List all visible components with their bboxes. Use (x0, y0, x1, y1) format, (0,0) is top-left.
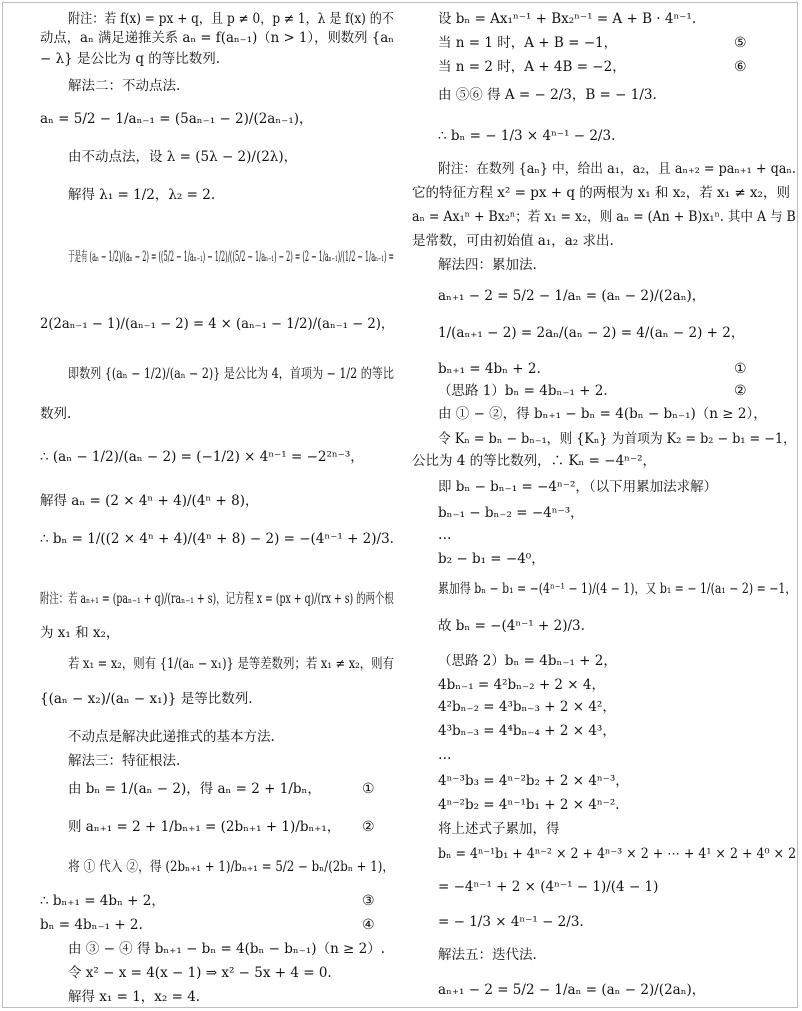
text-line: 附注：在数列 {aₙ} 中，给出 a₁，a₂，且 aₙ₊₂ = paₙ₊₁ + qaₙ. (438, 161, 796, 177)
text-line: 由 ① − ②，得 bₙ₊₁ − bₙ = 4(bₙ − bₙ₋₁)（n ≥ 2）， (438, 406, 767, 422)
equation-number: ④ (362, 917, 375, 933)
text-line: … (438, 527, 452, 543)
text-line: bₙ = 4ⁿ⁻¹b₁ + 4ⁿ⁻² × 2 + 4ⁿ⁻³ × 2 + ⋯ + 4¹ × 2 + 4⁰ × 2 (438, 846, 797, 862)
text-line: 4ⁿ⁻³b₃ = 4ⁿ⁻²b₂ + 2 × 4ⁿ⁻³， (438, 773, 629, 789)
text-line: 设 bₙ = Ax₁ⁿ⁻¹ + Bx₂ⁿ⁻¹ = A + B · 4ⁿ⁻¹. (438, 11, 697, 27)
text-line: 即数列 {(aₙ − 1/2)/(aₙ − 2)} 是公比为 4，首项为 − 1/2 的等比 (68, 366, 394, 382)
text-line: 4bₙ₋₁ = 4²bₙ₋₂ + 2 × 4， (438, 677, 605, 693)
text-line: 故 bₙ = −(4ⁿ⁻¹ + 2)/3. (438, 618, 585, 634)
text-line: 由 bₙ = 1/(aₙ − 2)，得 aₙ = 2 + 1/bₙ， (68, 781, 321, 797)
text-line: 解得 x₁ = 1，x₂ = 4. (68, 989, 201, 1005)
text-line: b₂ − b₁ = −4⁰， (438, 551, 545, 567)
text-line: = −4ⁿ⁻¹ + 2 × (4ⁿ⁻¹ − 1)/(4 − 1) (438, 879, 659, 895)
text-line: 附注：若 f(x) = px + q，且 p ≠ 0，p ≠ 1，λ 是 f(x) 的不 (68, 11, 394, 27)
text-line: aₙ = Ax₁ⁿ + Bx₂ⁿ；若 x₁ = x₂，则 aₙ = (An + B)x₁ⁿ. 其中 A 与 B (412, 209, 796, 225)
text-line: 于是有 (aₙ − 1/2)/(aₙ − 2) = ((5/2 − 1/aₙ₋₁) − 1/2)/((5/2 − 1/aₙ₋₁) − 2) = (2 − 1/aₙ₋₁)/(1/2 − 1/aₙ₋₁) = (68, 249, 394, 265)
text-line: aₙ = 5/2 − 1/aₙ₋₁ = (5aₙ₋₁ − 2)/(2aₙ₋₁)， (40, 111, 313, 127)
text-line: 将 ① 代入 ②，得 (2bₙ₊₁ + 1)/bₙ₊₁ = 5/2 − bₙ/(2bₙ + 1)， (68, 859, 395, 875)
text-line: 不动点是解决此递推式的基本方法. (68, 729, 275, 745)
text-line: （思路 2）bₙ = 4bₙ₋₁ + 2， (438, 653, 617, 669)
equation-number: ② (362, 819, 375, 835)
text-line: 解法四：累加法. (438, 257, 537, 273)
text-line: 是常数，可由初始值 a₁，a₂ 求出. (412, 233, 614, 249)
text-line: 1/(aₙ₊₁ − 2) = 2aₙ/(aₙ − 2) = 4/(aₙ − 2) + 2， (438, 325, 745, 341)
text-line: 令 x² − x = 4(x − 1) ⇒ x² − 5x + 4 = 0. (68, 965, 332, 981)
text-line: 2(2aₙ₋₁ − 1)/(aₙ₋₁ − 2) = 4 × (aₙ₋₁ − 1/2)/(aₙ₋₁ − 2)， (40, 316, 395, 332)
text-line: 解得 λ₁ = 1/2，λ₂ = 2. (68, 187, 216, 203)
text-line: − λ} 是公比为 q 的等比数列. (40, 51, 221, 67)
text-line: 若 x₁ = x₂，则有 {1/(aₙ − x₁)} 是等差数列；若 x₁ ≠ x₂，则有 (68, 656, 394, 672)
text-line: 公比为 4 的等比数列，∴ Kₙ = −4ⁿ⁻²， (412, 453, 657, 469)
text-line: 解法三：特征根法. (68, 753, 181, 769)
text-line: 4²bₙ₋₂ = 4³bₙ₋₃ + 2 × 4²， (438, 699, 616, 715)
text-line: 当 n = 2 时，A + 4B = −2， (438, 59, 626, 75)
text-line: aₙ₊₁ − 2 = 5/2 − 1/aₙ = (aₙ − 2)/(2aₙ)， (438, 288, 706, 304)
text-line: ∴ bₙ = 1/((2 × 4ⁿ + 4)/(4ⁿ + 8) − 2) = −(4ⁿ⁻¹ + 2)/3. (40, 531, 394, 547)
equation-number: ⑥ (734, 59, 747, 75)
text-line: = − 1/3 × 4ⁿ⁻¹ − 2/3. (438, 914, 584, 930)
text-line: ∴ bₙ = − 1/3 × 4ⁿ⁻¹ − 2/3. (438, 128, 616, 144)
text-line: 它的特征方程 x² = px + q 的两根为 x₁ 和 x₂，若 x₁ ≠ x₂，则 (412, 185, 790, 201)
text-line: 累加得 bₙ − b₁ = −(4ⁿ⁻¹ − 1)/(4 − 1)，又 b₁ = − 1/(a₁ − 2) = −1， (438, 581, 797, 597)
text-line: 由 ③ − ④ 得 bₙ₊₁ − bₙ = 4(bₙ − bₙ₋₁)（n ≥ 2）. (68, 941, 386, 957)
text-line: 令 Kₙ = bₙ − bₙ₋₁，则 {Kₙ} 为首项为 K₂ = b₂ − b₁ = −1， (438, 431, 796, 447)
equation-number: ③ (362, 893, 375, 909)
text-line: ∴ (aₙ − 1/2)/(aₙ − 2) = (−1/2) × 4ⁿ⁻¹ = −2²ⁿ⁻³， (40, 449, 364, 465)
equation-number: ⑤ (734, 35, 747, 51)
text-line: 解法五：迭代法. (438, 947, 537, 963)
text-line: 动点，aₙ 满足递推关系 aₙ = f(aₙ₋₁)（n > 1），则数列 {aₙ (40, 30, 394, 46)
equation-number: ① (734, 361, 747, 377)
text-line: 将上述式子累加，得 (438, 821, 560, 837)
text-line: 即 bₙ − bₙ₋₁ = −4ⁿ⁻²，（以下用累加法求解） (438, 479, 718, 495)
text-line: aₙ₊₁ − 2 = 5/2 − 1/aₙ = (aₙ − 2)/(2aₙ)， (438, 982, 706, 998)
text-line: bₙ₊₁ = 4bₙ + 2. (438, 361, 541, 377)
equation-number: ② (734, 383, 747, 399)
equation-number: ① (362, 781, 375, 797)
text-line: 当 n = 1 时，A + B = −1， (438, 35, 618, 51)
text-line: 附注：若 aₙ₊₁ = (paₙ₋₁ + q)/(raₙ₋₁ + s)，记方程 x = (px + q)/(rx + s) 的两个根 (40, 591, 394, 607)
text-line: 4³bₙ₋₃ = 4⁴bₙ₋₄ + 2 × 4³， (438, 723, 616, 739)
text-line: 4ⁿ⁻²b₂ = 4ⁿ⁻¹b₁ + 2 × 4ⁿ⁻². (438, 797, 620, 813)
text-line: 解得 aₙ = (2 × 4ⁿ + 4)/(4ⁿ + 8)， (40, 493, 259, 509)
text-line: 则 aₙ₊₁ = 2 + 1/bₙ₊₁ = (2bₙ₊₁ + 1)/bₙ₊₁， (68, 819, 341, 835)
text-line: ∴ bₙ₊₁ = 4bₙ + 2， (40, 893, 165, 909)
text-line: 为 x₁ 和 x₂， (40, 625, 120, 641)
text-line: （思路 1）bₙ = 4bₙ₋₁ + 2. (438, 383, 608, 399)
text-line: … (438, 747, 452, 763)
text-line: {(aₙ − x₂)/(aₙ − x₁)} 是等比数列. (40, 691, 253, 707)
text-line: 解法二：不动点法. (68, 78, 181, 94)
text-line: 数列. (40, 406, 72, 422)
text-line: bₙ = 4bₙ₋₁ + 2. (40, 917, 143, 933)
text-line: 由不动点法，设 λ = (5λ − 2)/(2λ)， (68, 149, 298, 165)
text-line: 由 ⑤⑥ 得 A = − 2/3，B = − 1/3. (438, 87, 657, 103)
text-line: bₙ₋₁ − bₙ₋₂ = −4ⁿ⁻³， (438, 505, 584, 521)
